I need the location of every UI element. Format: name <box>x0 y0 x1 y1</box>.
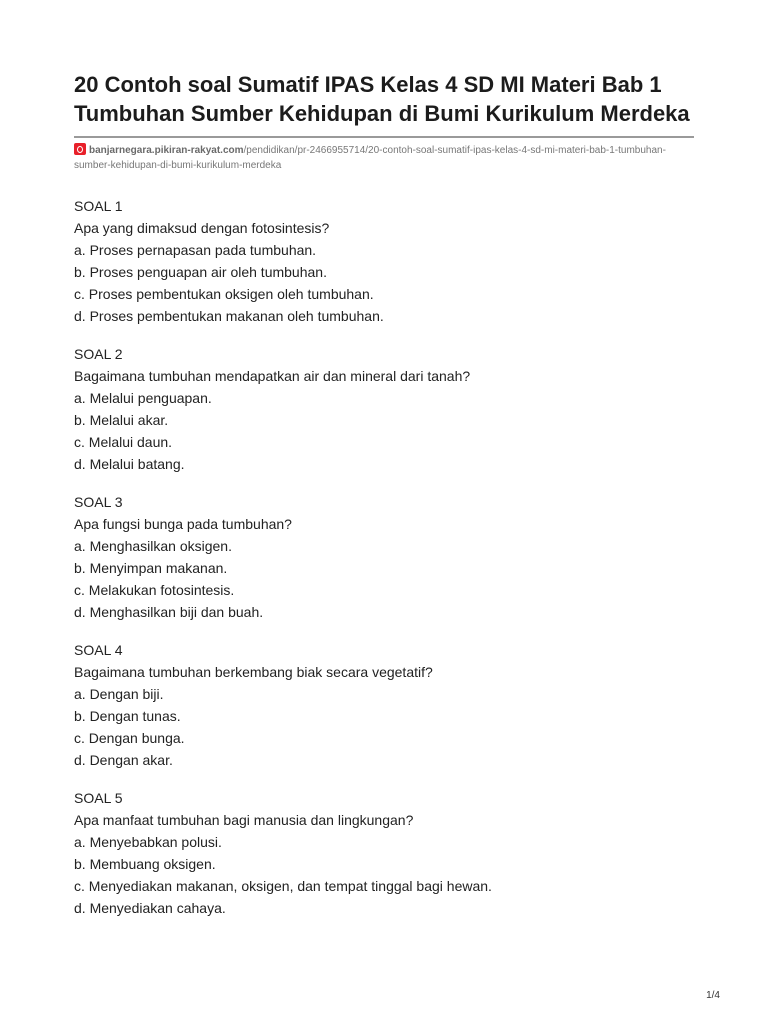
page-number: 1/4 <box>706 990 720 1001</box>
question-text: Bagaimana tumbuhan berkembang biak secara vegetatif? <box>74 664 433 680</box>
source-path[interactable]: /pendidikan/pr-2466955714/20-contoh-soal-sumatif-ipas-kelas-4-sd-mi-materi-bab-1-tumbuhan-sumber-kehidupan-di-bumi-kurikulum-merdeka <box>74 145 666 171</box>
question-label: SOAL 5 <box>74 790 123 806</box>
answer-option: d. Menyediakan cahaya. <box>74 900 226 916</box>
question-text: Apa yang dimaksud dengan fotosintesis? <box>74 220 330 236</box>
answer-option: d. Melalui batang. <box>74 456 185 472</box>
answer-option: b. Melalui akar. <box>74 412 169 428</box>
question-text: Apa manfaat tumbuhan bagi manusia dan lingkungan? <box>74 812 414 828</box>
question-text: Apa fungsi bunga pada tumbuhan? <box>74 516 292 532</box>
question-block-3 <box>74 491 694 623</box>
question-block-1 <box>74 195 694 327</box>
answer-option: d. Proses pembentukan makanan oleh tumbuhan. <box>74 308 384 324</box>
answer-option: d. Dengan akar. <box>74 752 173 768</box>
question-block-2 <box>74 343 694 475</box>
site-logo-icon <box>74 143 86 155</box>
answer-option: b. Proses penguapan air oleh tumbuhan. <box>74 264 327 280</box>
document-page <box>74 70 694 935</box>
question-block-4 <box>74 639 694 771</box>
page-title: 20 Contoh soal Sumatif IPAS Kelas 4 SD MI Materi Bab 1 Tumbuhan Sumber Kehidupan di Bumi Kurikulum Merdeka <box>74 72 690 126</box>
source-url[interactable] <box>74 143 694 173</box>
answer-option: a. Melalui penguapan. <box>74 390 212 406</box>
question-label: SOAL 1 <box>74 198 123 214</box>
answer-option: a. Menyebabkan polusi. <box>74 834 222 850</box>
answer-option: d. Menghasilkan biji dan buah. <box>74 604 264 620</box>
answer-option: c. Melalui daun. <box>74 434 173 450</box>
answer-option: c. Melakukan fotosintesis. <box>74 582 235 598</box>
question-label: SOAL 2 <box>74 346 123 362</box>
answer-option: b. Menyimpan makanan. <box>74 560 228 576</box>
answer-option: c. Proses pembentukan oksigen oleh tumbuhan. <box>74 286 374 302</box>
question-list <box>74 195 694 919</box>
answer-option: c. Menyediakan makanan, oksigen, dan tempat tinggal bagi hewan. <box>74 878 492 894</box>
question-label: SOAL 3 <box>74 494 123 510</box>
answer-option: a. Dengan biji. <box>74 686 164 702</box>
answer-option: b. Membuang oksigen. <box>74 856 216 872</box>
question-block-5 <box>74 787 694 919</box>
question-text: Bagaimana tumbuhan mendapatkan air dan mineral dari tanah? <box>74 368 471 384</box>
title-divider <box>74 136 694 138</box>
source-domain[interactable]: banjarnegara.pikiran-rakyat.com <box>89 145 244 156</box>
question-label: SOAL 4 <box>74 642 123 658</box>
answer-option: c. Dengan bunga. <box>74 730 185 746</box>
answer-option: a. Proses pernapasan pada tumbuhan. <box>74 242 317 258</box>
answer-option: b. Dengan tunas. <box>74 708 181 724</box>
answer-option: a. Menghasilkan oksigen. <box>74 538 232 554</box>
